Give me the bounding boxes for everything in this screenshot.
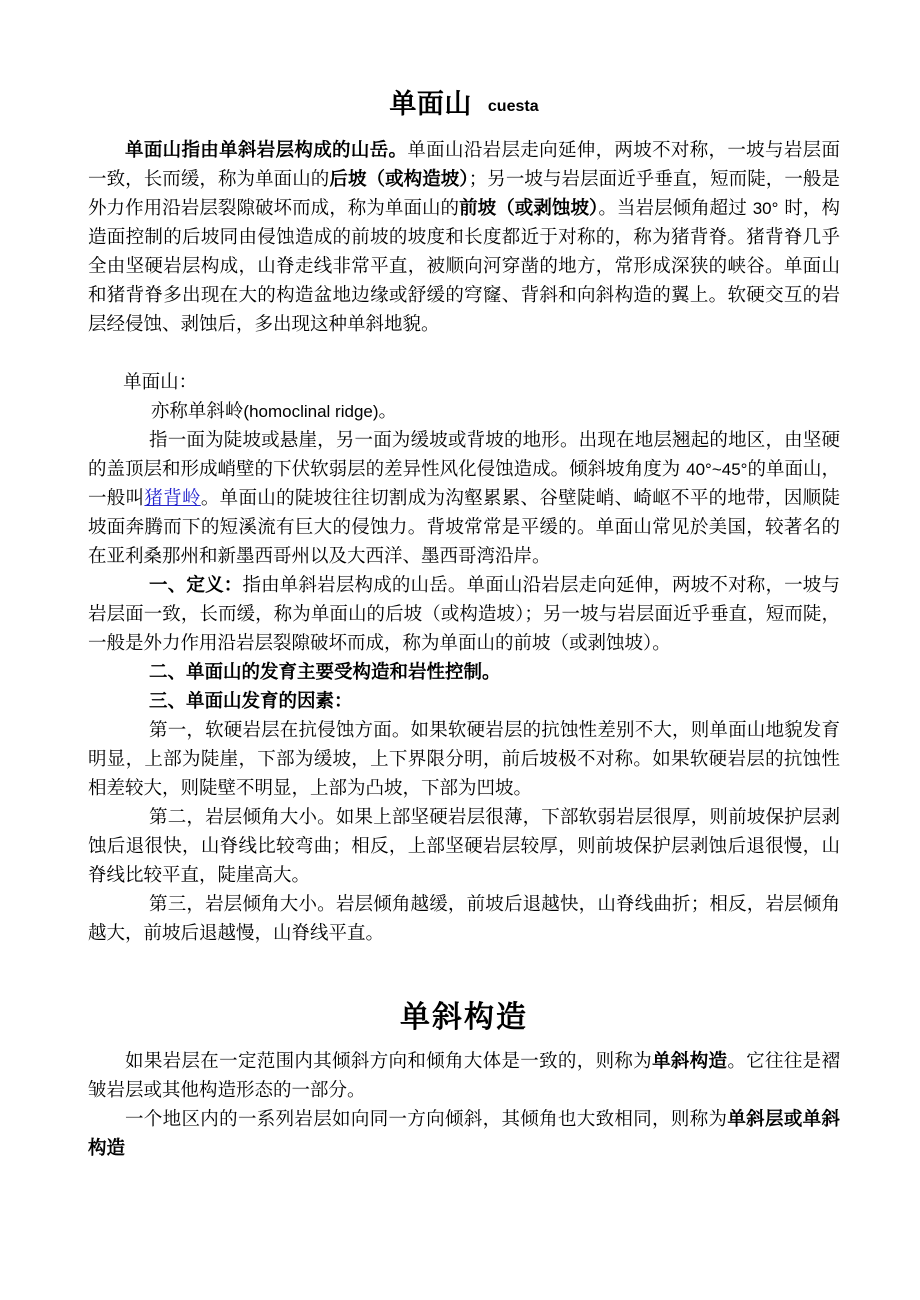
factor-two-paragraph: 第二，岩层倾角大小。如果上部坚硬岩层很薄，下部软弱岩层很厚，则前坡保护层剥蚀后退很快，山脊线比较弯曲；相反，上部坚硬岩层较厚，则前坡保护层剥蚀后退很慢，山脊线比较平直，陡崖高大。 <box>88 806 840 886</box>
spacer <box>88 339 840 368</box>
section-three-heading <box>88 687 840 716</box>
section-two-label: 二、单面山的发育主要受构造和岩性控制。 <box>149 661 501 683</box>
document-body <box>88 88 840 1163</box>
spacer <box>88 948 840 964</box>
page-title-en: cuesta <box>487 98 539 115</box>
factor-three-paragraph: 第三，岩层倾角大小。岩层倾角越缓，前坡后退越快，山脊线曲折；相反，岩层倾角越大，前坡后退越慢，山脊线平直。 <box>88 893 840 944</box>
alias-en: (homoclinal ridge) <box>243 401 379 421</box>
section-three-label: 三、单面山发育的因素： <box>149 690 353 712</box>
intro-bold-backslope: 后坡（或构造坡） <box>329 168 469 190</box>
page-title-cn: 单面山 <box>389 89 472 120</box>
intro-lead-bold: 单面山指由单斜岩层构成的山岳。 <box>125 139 408 161</box>
monocline-p2-bold: 单斜层或单斜构造 <box>88 1108 840 1159</box>
factor-one-paragraph: 第一，软硬岩层在抗侵蚀方面。如果软硬岩层的抗蚀性差别不大，则单面山地貌发育明显，上部为陡崖，下部为缓坡，上下界限分明，前后坡极不对称。如果软硬岩层的抗蚀性相差较大，则陡壁不明显，上部为凸坡，下部为凹坡。 <box>88 719 840 799</box>
monocline-p2-part-1: 一个地区内的一系列岩层如向同一方向倾斜，其倾角也大致相同，则称为 <box>125 1108 728 1130</box>
section-one-label: 一、定义： <box>149 574 243 596</box>
link-zhubeiling[interactable]: 猪背岭 <box>144 487 201 509</box>
section-one-paragraph <box>88 571 840 658</box>
monocline-p1-part-2: 。它往往是褶皱岩层或其他构造形态的一部分。 <box>88 1050 840 1101</box>
section-one-text: 指由单斜岩层构成的山岳。单面山沿岩层走向延伸，两坡不对称，一坡与岩层面一致，长而缓，称为单面山的后坡（或构造坡）；另一坡与岩层面近乎垂直，短而陡，一般是外力作用沿岩层裂隙破坏而成，称为单面山的前坡（或剥蚀坡）。 <box>88 574 840 654</box>
page-title <box>88 88 840 122</box>
label-danmianshan: 单面山： <box>123 371 198 393</box>
intro-bold-frontslope: 前坡（或剥蚀坡） <box>459 197 599 219</box>
intro-part-2: ；另一坡与岩层面近乎垂直，短而陡，一般是外力作用沿岩层裂隙破坏而成，称为单面山的 <box>88 168 840 219</box>
desc-part-1: 指一面为陡坡或悬崖，另一面为缓坡或背坡的地形。出现在地层翘起的地区，由坚硬的盖顶层和形成峭壁的下伏软弱层的差异性风化侵蚀造成。倾斜坡角度为 <box>88 429 840 480</box>
monocline-paragraph-1 <box>88 1047 840 1105</box>
desc-part-2: 的单面山，一般叫 <box>88 458 840 509</box>
intro-part-3: 。当岩层倾角超过 <box>598 197 753 219</box>
desc-angle-range: 40°~45° <box>686 459 748 479</box>
intro-angle-value: 30° <box>752 198 779 218</box>
monocline-p1-bold: 单斜构造 <box>652 1050 728 1072</box>
desc-part-3: 。单面山的陡坡往往切割成为沟壑累累、谷壁陡峭、崎岖不平的地带，因顺陡坡面奔腾而下的短溪流有巨大的侵蚀力。背坡常常是平缓的。单面山常见於美国，较著名的在亚利桑那州和新墨西哥州以及大西洋、墨西哥湾沿岸。 <box>88 487 840 567</box>
alias-line <box>88 397 840 426</box>
alias-cn: 亦称单斜岭 <box>150 400 244 422</box>
intro-part-1: 单面山沿岩层走向延伸，两坡不对称，一坡与岩层面一致，长而缓，称为单面山的 <box>88 139 840 190</box>
description-paragraph <box>88 426 840 571</box>
intro-part-4: 时，构造面控制的后坡同由侵蚀造成的前坡的坡度和长度都近于对称的，称为猪背脊。猪背脊几乎全由坚硬岩层构成，山脊走线非常平直，被顺向河穿凿的地方，常形成深狭的峡谷。单面山和猪背脊多出现在大的构造盆地边缘或舒缓的穹窿、背斜和向斜构造的翼上。软硬交互的岩层经侵蚀、剥蚀后，多出现这种单斜地貌。 <box>88 197 840 335</box>
second-heading: 单斜构造 <box>400 999 528 1035</box>
monocline-p1-part-1: 如果岩层在一定范围内其倾斜方向和倾角大体是一致的，则称为 <box>125 1050 653 1072</box>
section-two-heading <box>88 658 840 687</box>
intro-paragraph <box>88 136 840 339</box>
alias-tail: 。 <box>378 400 398 422</box>
monocline-paragraph-2 <box>88 1105 840 1163</box>
